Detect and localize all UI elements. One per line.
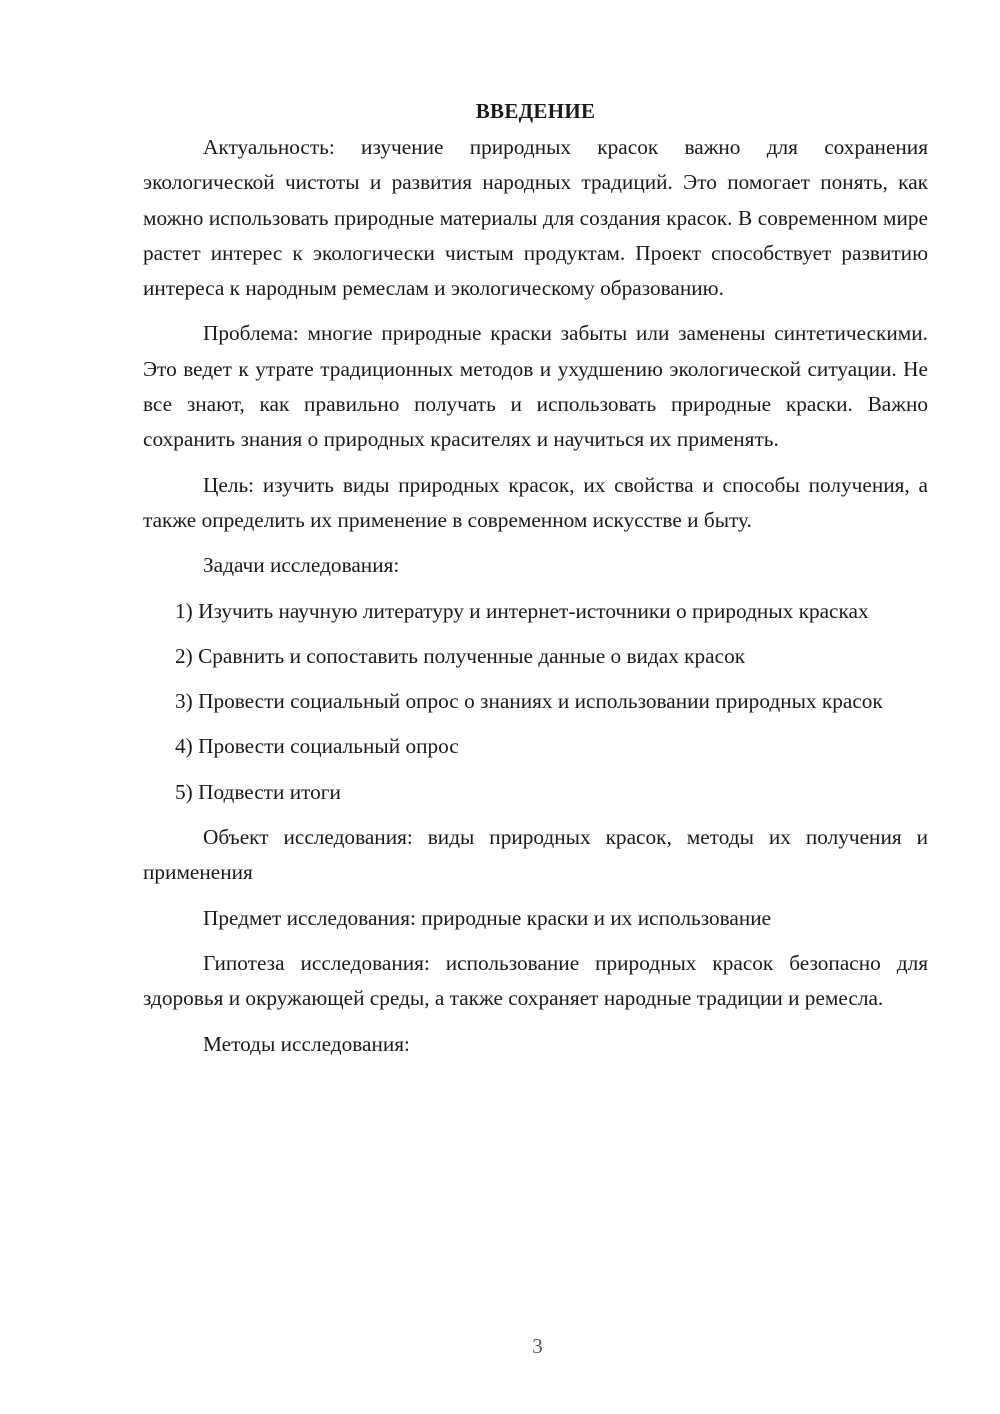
paragraph-problem: Проблема: многие природные краски забыты или заменены синтетическими. Это ведет к утрате традиционных методов и ухудшению экологической ситуации. Не все знают, как правильно получать и использовать природные краски. Важно сохранить знания о природных красителях и научиться их применять. xyxy=(143,321,928,452)
list-item: 2) Сравнить и сопоставить полученные данные о видах красок xyxy=(175,643,746,668)
list-item: 4) Провести социальный опрос xyxy=(175,734,459,759)
list-item: 3) Провести социальный опрос о знаниях и использовании природных красок xyxy=(175,689,883,714)
list-item: 1) Изучить научную литературу и интернет-источники о природных красках xyxy=(175,598,869,623)
list-item: 5) Подвести итоги xyxy=(175,779,341,804)
page-number: 3 xyxy=(532,1334,543,1358)
paragraph-subject: Предмет исследования: природные краски и их использование xyxy=(203,905,772,930)
paragraph-relevance: Актуальность: изучение природных красок важно для сохранения экологической чистоты и развития народных традиций. Это помогает понять, как можно использовать природные материалы для создания красок. В современном мире растет интерес к экологически чистым продуктам. Проект способствует развитию интереса к народным ремеслам и экологическому образованию. xyxy=(143,135,928,301)
tasks-heading: Задачи исследования: xyxy=(203,553,400,578)
page-title: ВВЕДЕНИЕ xyxy=(475,99,596,123)
paragraph-object: Объект исследования: виды природных красок, методы их получения и применения xyxy=(143,825,928,885)
paragraph-goal: Цель: изучить виды природных красок, их свойства и способы получения, а также определить их применение в современном искусстве и быту. xyxy=(143,472,928,532)
methods-heading: Методы исследования: xyxy=(203,1031,410,1056)
document-page xyxy=(143,96,928,1072)
paragraph-hypothesis: Гипотеза исследования: использование природных красок безопасно для здоровья и окружающей среды, а также сохраняет народные традиции и ремесла. xyxy=(143,950,928,1011)
